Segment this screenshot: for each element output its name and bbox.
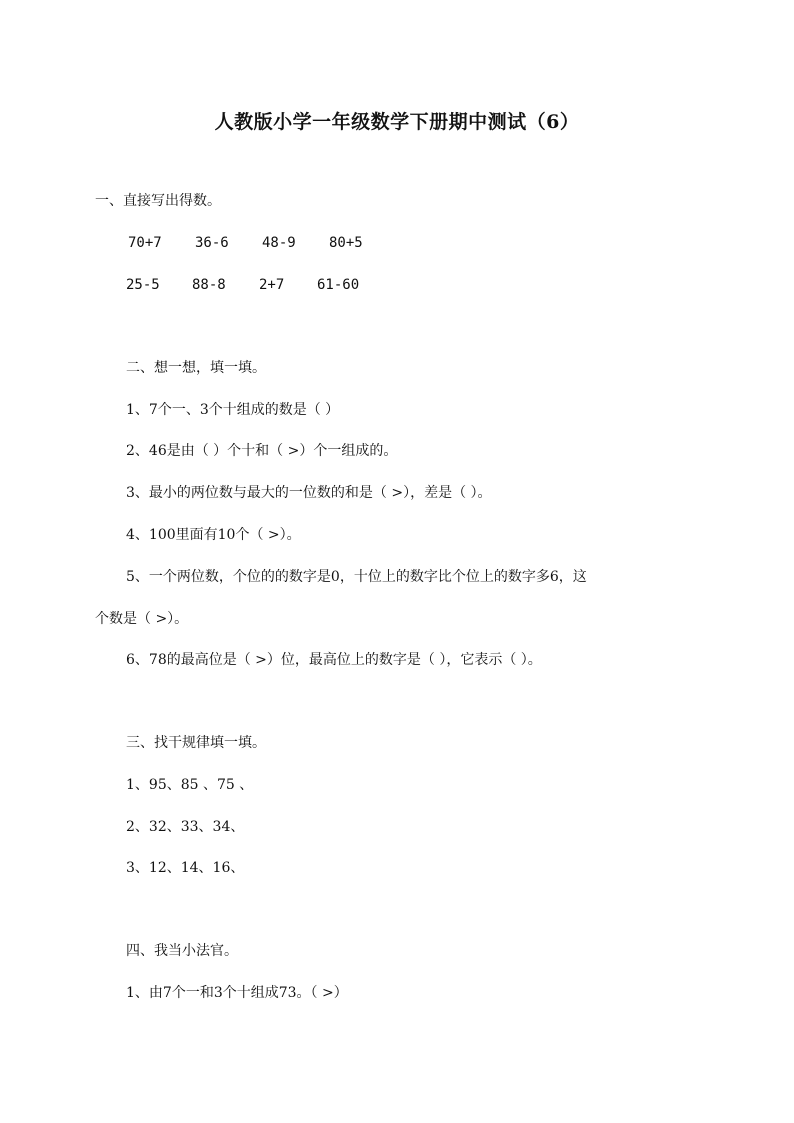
arithmetic-item: 2+7: [259, 277, 285, 293]
question-2-4: 4、100里面有10个（ >）。: [126, 527, 301, 543]
arithmetic-item: 88-8: [192, 277, 226, 293]
section-2-heading: 二、想一想，填一填。: [126, 360, 266, 376]
question-3-2: 2、32、33、34、: [126, 819, 245, 835]
question-4-1: 1、由7个一和3个十组成73。（ >）: [126, 985, 348, 1001]
question-2-3: 3、最小的两位数与最大的一位数的和是（ >），差是（ ）。: [126, 485, 492, 501]
section-3-heading: 三、找干规律填一填。: [126, 735, 266, 751]
question-2-5-line-2: 个数是（ >）。: [95, 611, 189, 627]
section-4-heading: 四、我当小法官。: [126, 943, 238, 959]
arithmetic-item: 48-9: [262, 235, 296, 251]
question-2-2: 2、46是由（ ）个十和（ >）个一组成的。: [126, 443, 398, 459]
question-2-6: 6、78的最高位是（ >）位，最高位上的数字是（ ），它表示（ ）。: [126, 652, 542, 668]
question-3-1: 1、95、85 、75 、: [126, 777, 254, 793]
arithmetic-item: 36-6: [195, 235, 229, 251]
page-title: 人教版小学一年级数学下册期中测试（6）: [214, 111, 580, 133]
arithmetic-item: 70+7: [128, 235, 162, 251]
question-2-1: 1、7个一、3个十组成的数是（ ）: [126, 402, 340, 418]
arithmetic-item: 80+5: [329, 235, 363, 251]
arithmetic-item: 25-5: [126, 277, 160, 293]
question-3-3: 3、12、14、16、: [126, 860, 245, 876]
arithmetic-item: 61-60: [317, 277, 360, 293]
section-1-heading: 一、直接写出得数。: [95, 193, 221, 209]
question-2-5-line-1: 5、一个两位数，个位的的数字是0，十位上的数字比个位上的数字多6，这: [126, 569, 587, 585]
